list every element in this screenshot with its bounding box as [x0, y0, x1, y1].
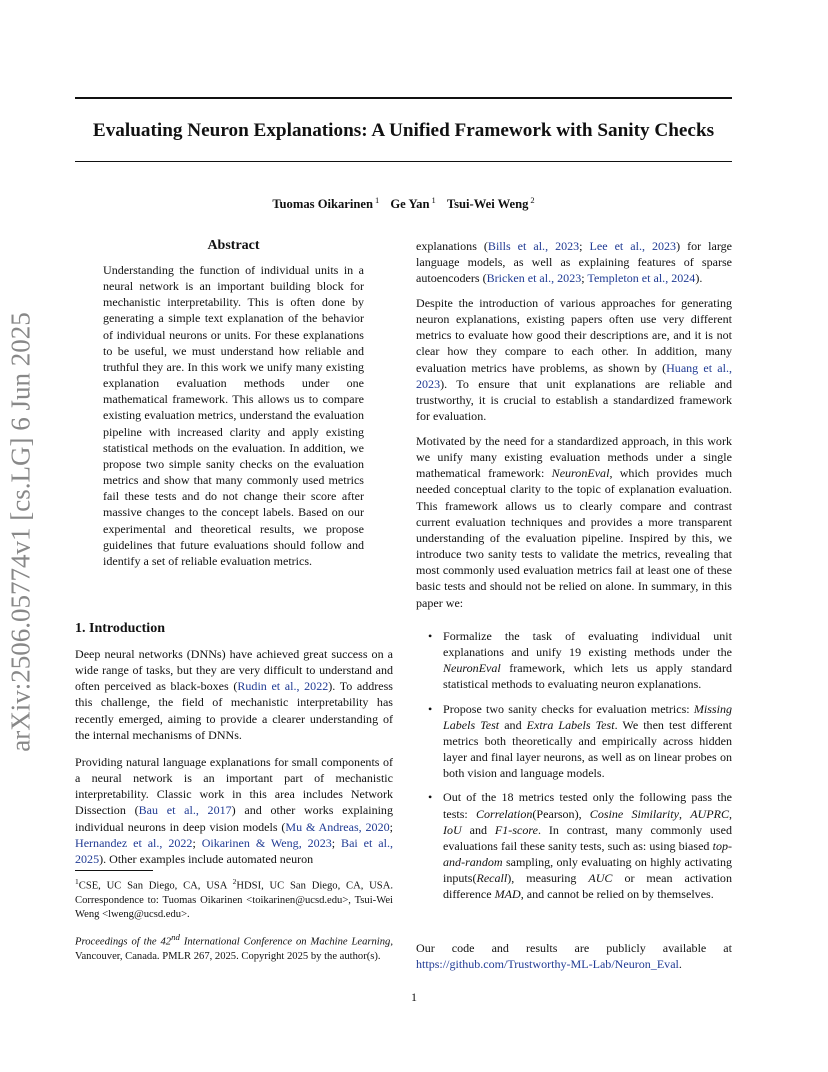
citation-link[interactable]: Mu & Andreas, 2020: [285, 819, 390, 834]
author: Ge Yan $^1$: [390, 195, 436, 212]
affiliation-footnote: $^1$CSE, UC San Diego, CA, USA $^2$HDSI, UC San Diego, CA, USA. Correspondence to: Tuomas Oikarinen <toikarinen@ucsd.edu>, Tsui-Wei Weng <lweng@ucsd.edu>.: [75, 877, 393, 920]
title-top-rule: [75, 97, 732, 99]
author: Tsui-Wei Weng $^2$: [446, 195, 535, 212]
author: Tuomas Oikarinen $^1$: [272, 195, 380, 212]
citation-link[interactable]: Huang et al., 2023: [416, 360, 732, 391]
paper-title: Evaluating Neuron Explanations: A Unified Framework with Sanity Checks: [92, 120, 715, 141]
citation-link[interactable]: Hernandez et al., 2022: [75, 835, 193, 850]
right-paragraph-0: explanations (Bills et al., 2023; Lee et al., 2023) for large language models, as well as explaining features of sparse autoencoders (Bricken et al., 2023; Templeton et al., 2024).: [416, 239, 733, 286]
abstract-heading: Abstract: [207, 238, 260, 253]
arxiv-stamp-text: arXiv:2506.05774v1 [cs.LG] 6 Jun 2025: [5, 312, 36, 752]
intro-paragraph-2: Providing natural language explanations for small components of a neural network is an important part of mechanistic interpretability. Classic work in this area includes Network Dissection (Bau et al., 2017) and other works explaining individual neurons in deep vision models (Mu & Andreas, 2020; Hernandez et al., 2022; Oikarinen & Weng, 2023; Bai et al., 2025). Other examples include automated neuron: [75, 755, 394, 866]
proceedings-note: Proceedings of the 42nd International Conference on Machine Learning, Vancouver, Canada. PMLR 267, 2025. Copyright 2025 by the author(s).: [75, 932, 393, 962]
citation-link[interactable]: Bricken et al., 2023: [486, 271, 582, 286]
citation-link[interactable]: Templeton et al., 2024: [587, 271, 696, 286]
citation-link[interactable]: Rudin et al., 2022: [237, 679, 329, 694]
page-number: 1: [411, 990, 417, 1004]
citation-link[interactable]: Oikarinen & Weng, 2023: [201, 835, 332, 850]
citation-link[interactable]: Bills et al., 2023: [487, 239, 580, 253]
footnote-rule: [75, 870, 153, 871]
intro-paragraph-1: Deep neural networks (DNNs) have achieved great success on a wide range of tasks, but they are very difficult to understand and often perceived as black-boxes (Rudin et al., 2022). To address this challenge, the field of mechanistic interpretability has recently emerged, aiming to provide a clearer understanding of the internal mechanisms of DNNs.: [75, 647, 393, 742]
citation-link[interactable]: Lee et al., 2023: [589, 239, 677, 253]
code-repository-link[interactable]: https://github.com/Trustworthy-ML-Lab/Neuron_Eval: [416, 957, 679, 972]
author-list: [75, 192, 732, 212]
list-item: • Propose two sanity checks for evaluation metrics: Missing Labels Test and Extra Labels Test. We then test different metrics both theoretically and empirically across hidden layer and final layer neurons, as well as on linear probes on both vision and language models.: [416, 701, 732, 782]
code-availability-paragraph: Our code and results are publicly available at https://github.com/Trustworthy-ML-Lab/Neuron_Eval.: [416, 941, 732, 972]
section-heading-introduction: 1. Introduction: [75, 621, 165, 636]
citation-link[interactable]: Bai et al., 2025: [75, 835, 394, 866]
list-item: • Formalize the task of evaluating individual unit explanations and unify 19 existing methods under the NeuronEval framework, which lets us apply standard statistical methods to evaluating neuron explanations.: [416, 628, 732, 693]
list-item: • Out of the 18 metrics tested only the following pass the tests: Correlation(Pearson), Cosine Similarity, AUPRC, IoU and F1-score. In contrast, many commonly used evaluations fail these sanity tests, such as: using biased top-and-random sampling, only evaluating on highly activating inputs(Recall), measuring AUC or mean activation difference MAD, and cannot be relied on by themselves.: [416, 789, 732, 902]
right-paragraph-2: Motivated by the need for a standardized approach, in this work we unify many existing evaluation methods under a single mathematical framework: NeuronEval, which provides much needed conceptual clarity to the topic of explanation evaluation. This framework allows us to clearly compare and contrast current evaluation techniques and provides a more transparent understanding of the evaluation pipeline. Inspired by this, we introduce two sanity tests to validate the metrics, revealing that most commonly used evaluation metrics fail at least one of these basic tests and should not be relied on alone. In summary, in this paper we:: [416, 434, 732, 610]
title-bottom-rule: [75, 161, 732, 162]
abstract-text: Understanding the function of individual units in a neural network is an important building block for mechanistic interpretability. This is often done by generating a simple text explanation of the behavior of individual neurons or units. For these explanations to be useful, we must understand how reliable and truthful they are. In this work we unify many existing explanation evaluation methods under one mathematical framework. This allows us to compare existing evaluation metrics, understand the evaluation pipeline with increased clarity and apply existing statistical methods on the evaluation. In addition, we propose two simple sanity checks on the evaluation metrics and show that many commonly used metrics fail these tests and do not change their score after massive changes to the concept labels. Based on our experimental and theoretical results, we propose guidelines that future evaluations should follow and identify a set of reliable evaluation metrics.: [103, 263, 364, 568]
citation-link[interactable]: Bau et al., 2017: [138, 803, 232, 818]
right-paragraph-1: Despite the introduction of various approaches for generating neuron explanations, existing papers often use very different metrics to evaluate how good their descriptions are, and it is not clear how they compare to each other. In addition, many evaluation metrics have problems, as shown by (Huang et al., 2023). To ensure that unit explanations are reliable and trustworthy, it is crucial to establish a standardized framework for evaluation.: [416, 296, 732, 424]
contributions-list: [416, 628, 732, 911]
